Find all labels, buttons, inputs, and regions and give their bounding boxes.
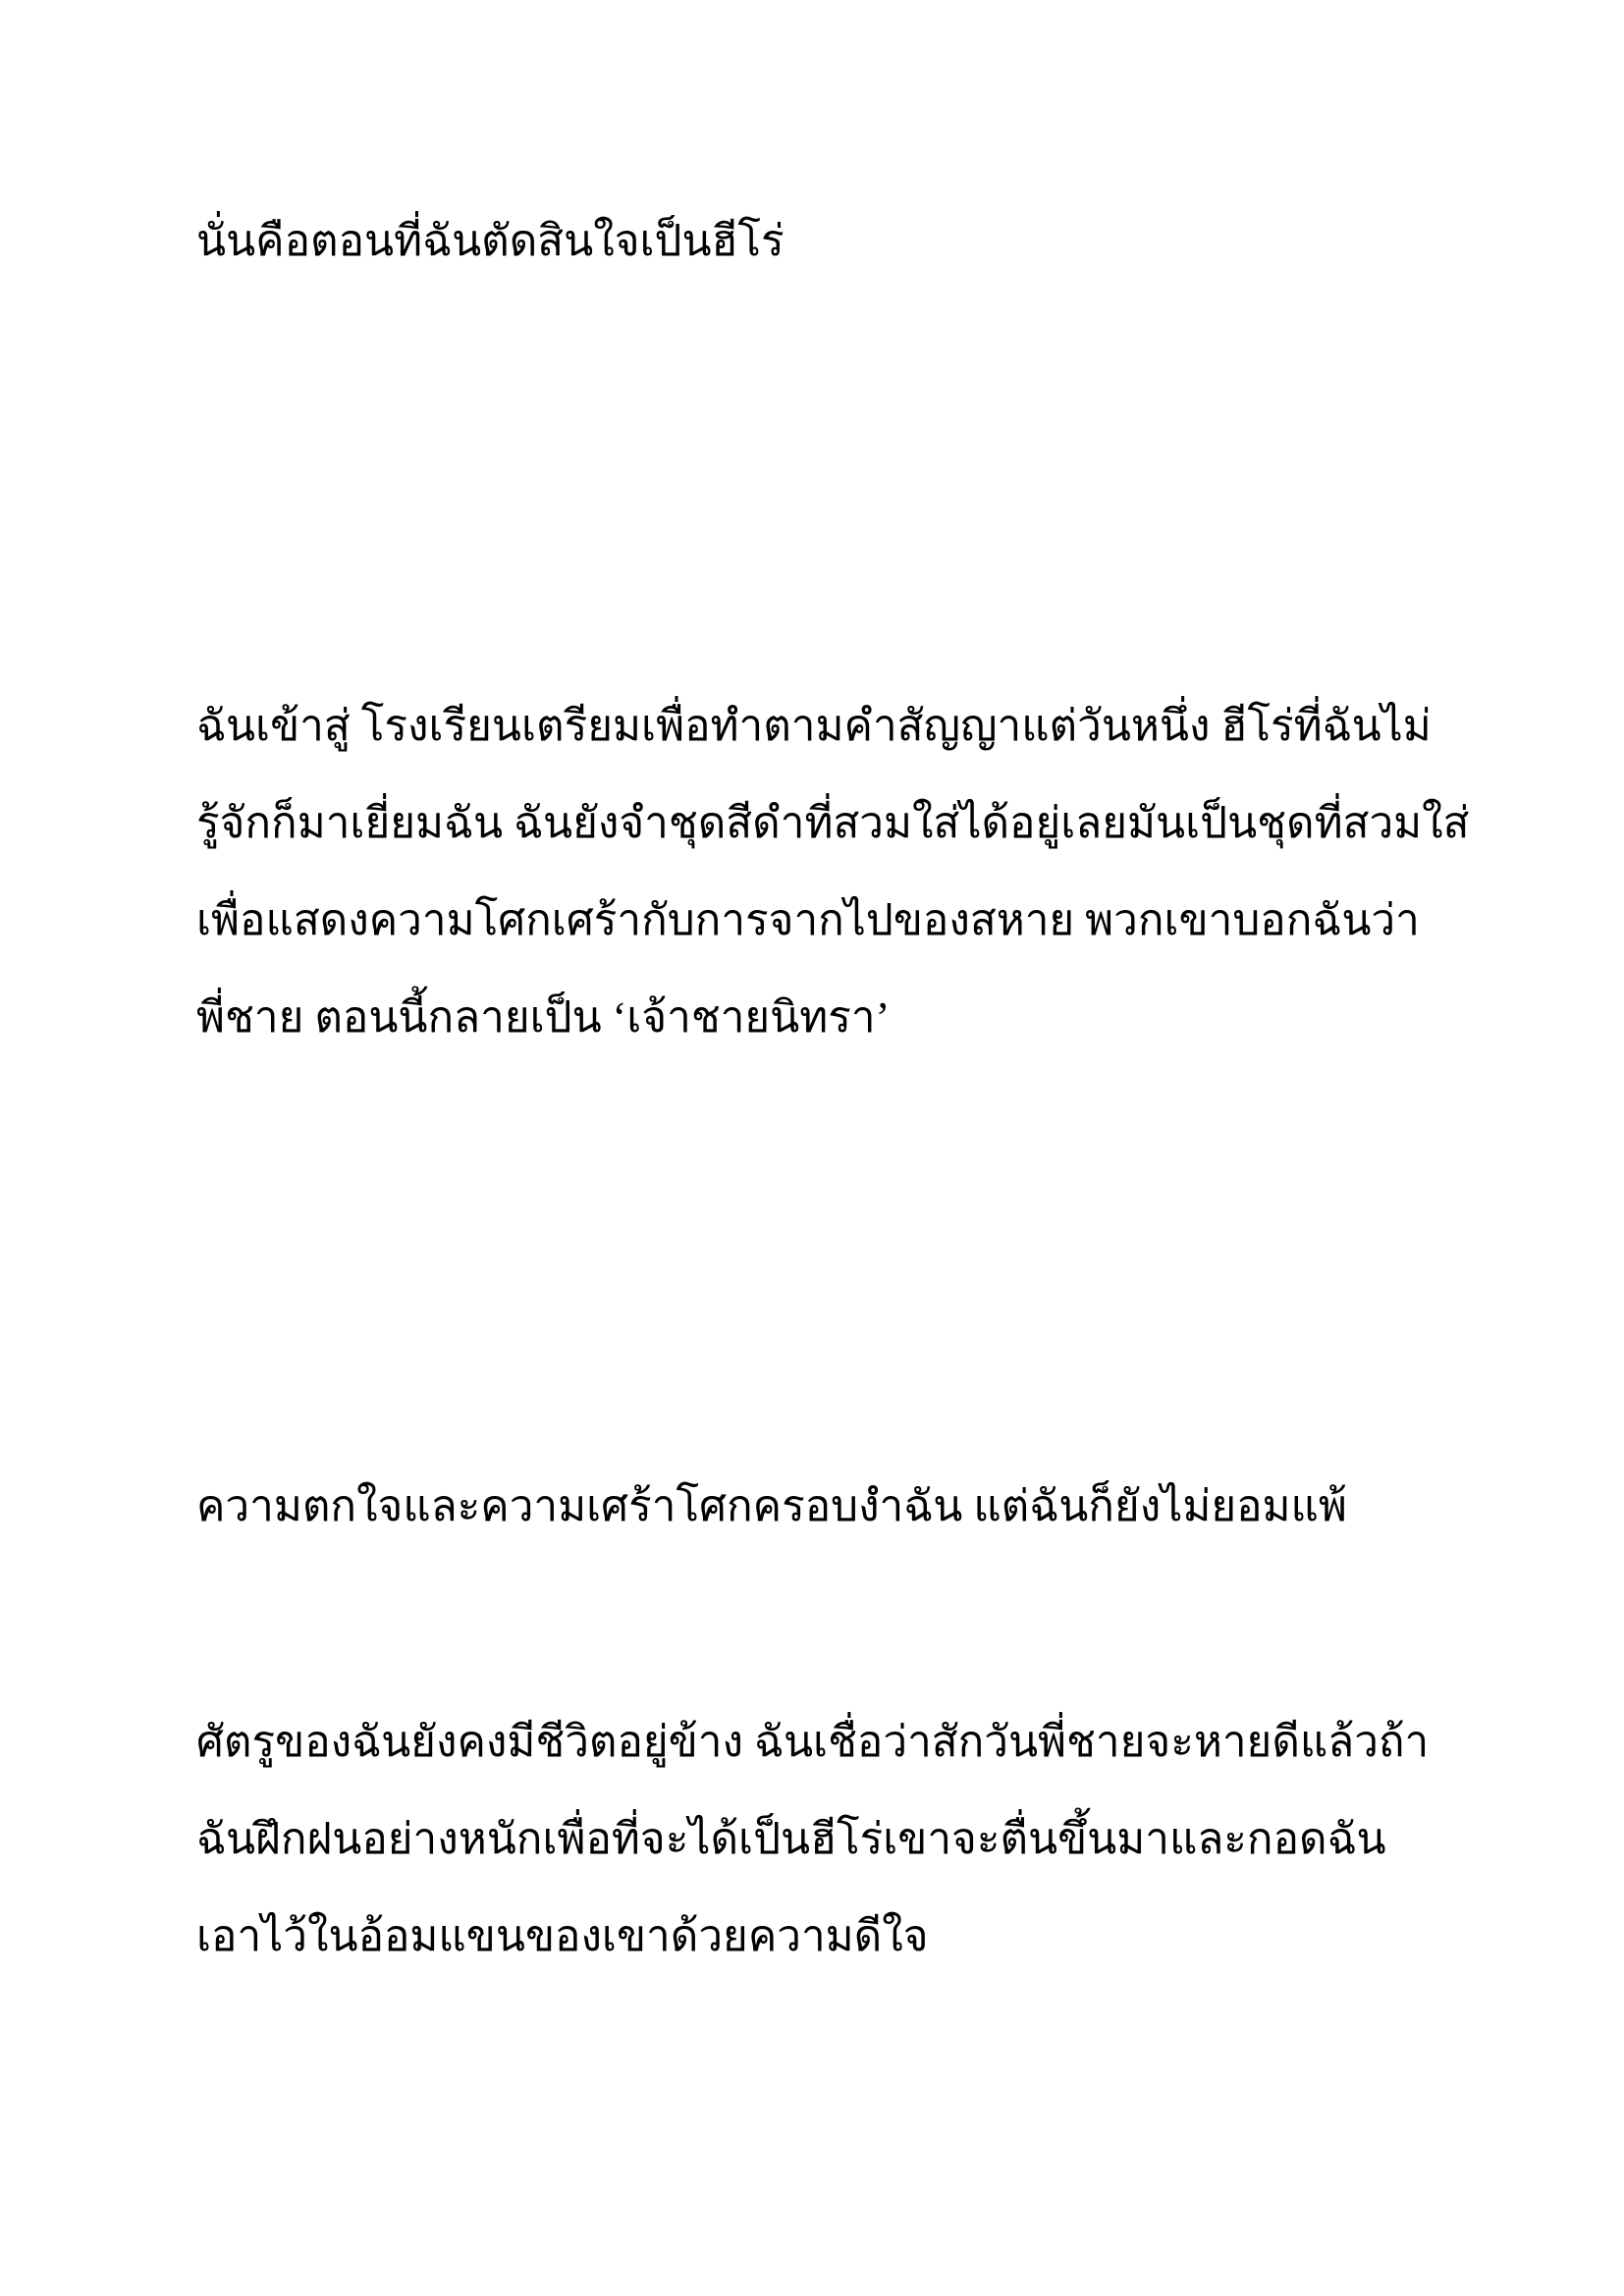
paragraph-shock-grief <box>196 1458 1473 1555</box>
text-line: ความตกใจและความเศร้าโศกครอบงำฉัน แต่ฉันก็ยังไม่ยอมแพ้ <box>196 1482 1347 1530</box>
text-line: ศัตรูของฉันยังคงมีชีวิตอยู่ข้าง ฉันเชื่อว่าสักวันพี่ชายจะหายดีแล้วถ้า <box>196 1718 1430 1766</box>
paragraph-enemy-training <box>196 1693 1473 1985</box>
text-line: ฉันเข้าสู่ โรงเรียนเตรียมเพื่อทำตามคำสัญญาแต่วันหนึ่ง ฮีโร่ที่ฉันไม่ <box>196 702 1432 750</box>
text-line: พี่ชาย ตอนนี้กลายเป็น ‘เจ้าชายนิทรา’ <box>196 993 891 1041</box>
text-line: ฉันฝึกฝนอย่างหนักเพื่อที่จะได้เป็นฮีโร่เขาจะตื่นขึ้นมาและกอดฉัน <box>196 1815 1386 1863</box>
text-line: เพื่อแสดงความโศกเศร้ากับการจากไปของสหาย พวกเขาบอกฉันว่า <box>196 896 1420 944</box>
paragraph-school-visit <box>196 677 1473 1066</box>
text-line: นั่นคือตอนที่ฉันตัดสินใจเป็นฮีโร่ <box>196 217 785 265</box>
text-line: รู้จักก็มาเยี่ยมฉัน ฉันยังจำชุดสีดำที่สวมใส่ได้อยู่เลยมันเป็นชุดที่สวมใส่ <box>196 799 1470 847</box>
paragraph-hero-decision <box>196 192 1473 290</box>
text-line: เอาไว้ในอ้อมแขนของเขาด้วยความดีใจ <box>196 1912 929 1960</box>
